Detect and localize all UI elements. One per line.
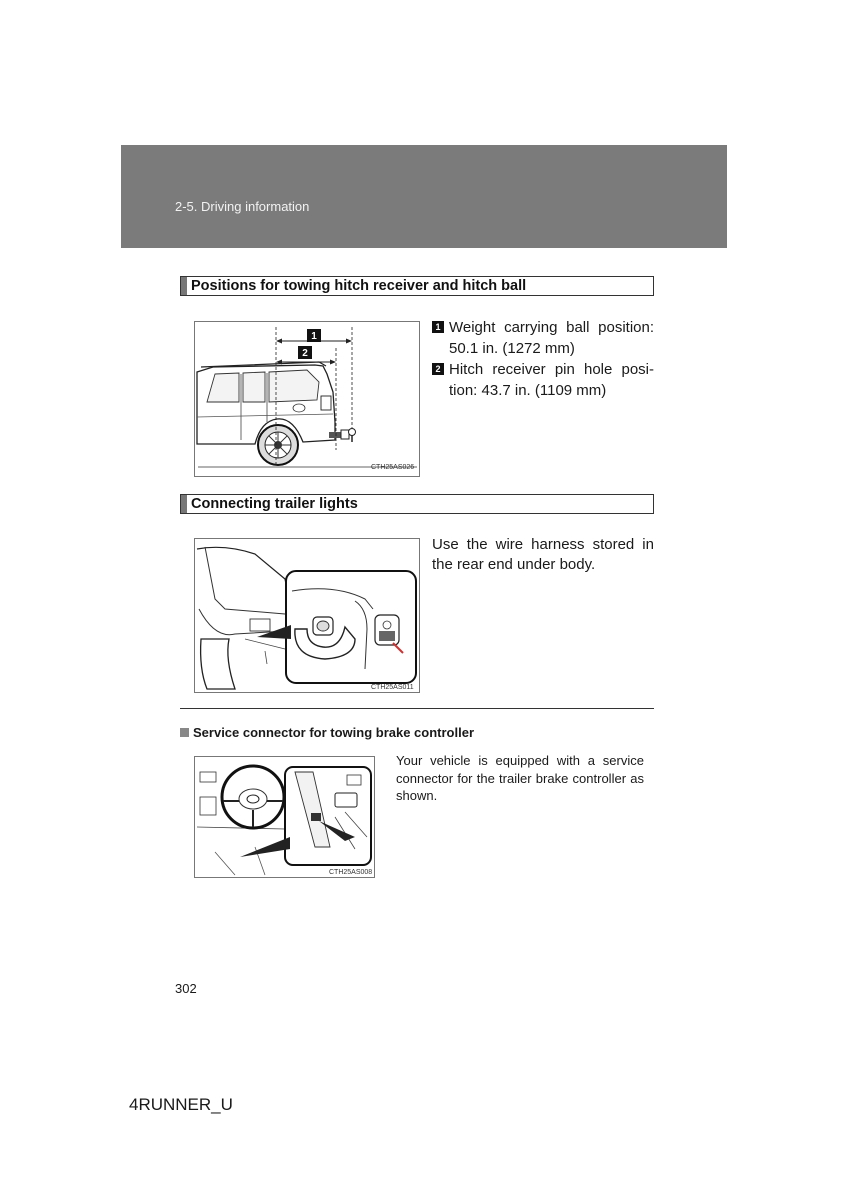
square-bullet-icon [180, 728, 189, 737]
section-heading-title: Positions for towing hitch receiver and hitch ball [191, 278, 527, 294]
section-heading-title: Connecting trailer lights [191, 496, 358, 512]
callout-2: 2 [302, 348, 308, 359]
chapter-header-band [121, 145, 727, 248]
service-connector-figure [194, 756, 375, 878]
item-text: Hitch receiver pin hole posi-tion: 43.7 in. (1109 mm) [449, 361, 654, 399]
figure-code: CTH25AS008 [329, 869, 373, 876]
list-item-ball-position [432, 317, 654, 359]
page-number: 302 [175, 981, 197, 996]
section-heading-hitch-positions [180, 276, 654, 296]
subsection-heading-service-connector [180, 725, 474, 740]
item-number-badge: 2 [432, 363, 444, 375]
section-divider [180, 708, 654, 709]
trailer-lights-figure [194, 538, 420, 693]
item-number-badge: 1 [432, 321, 444, 333]
hitch-position-figure [194, 321, 420, 477]
document-footer: 4RUNNER_U [129, 1095, 233, 1114]
figure-code: CTH25AS026 [371, 464, 415, 471]
breadcrumb: 2-5. Driving information [175, 199, 310, 214]
subsection-heading-title: Service connector for towing brake controller [193, 725, 475, 740]
section-heading-bar [181, 277, 187, 295]
suv-side-illustration [195, 322, 420, 477]
list-item-pin-hole-position [432, 359, 654, 401]
rear-underbody-illustration [195, 539, 420, 693]
section-heading-trailer-lights [180, 494, 654, 514]
section-heading-bar [181, 495, 187, 513]
dashboard-illustration [195, 757, 375, 878]
trailer-lights-instruction: Use the wire harness stored in the rear end under body. [432, 536, 654, 573]
callout-1: 1 [311, 331, 317, 342]
item-text: Weight carrying ball position: 50.1 in. (1272 mm) [449, 319, 654, 357]
figure-code: CTH25AS011 [371, 684, 414, 691]
service-connector-description: Your vehicle is equipped with a service connector for the trailer brake controller as shown. [396, 753, 644, 803]
